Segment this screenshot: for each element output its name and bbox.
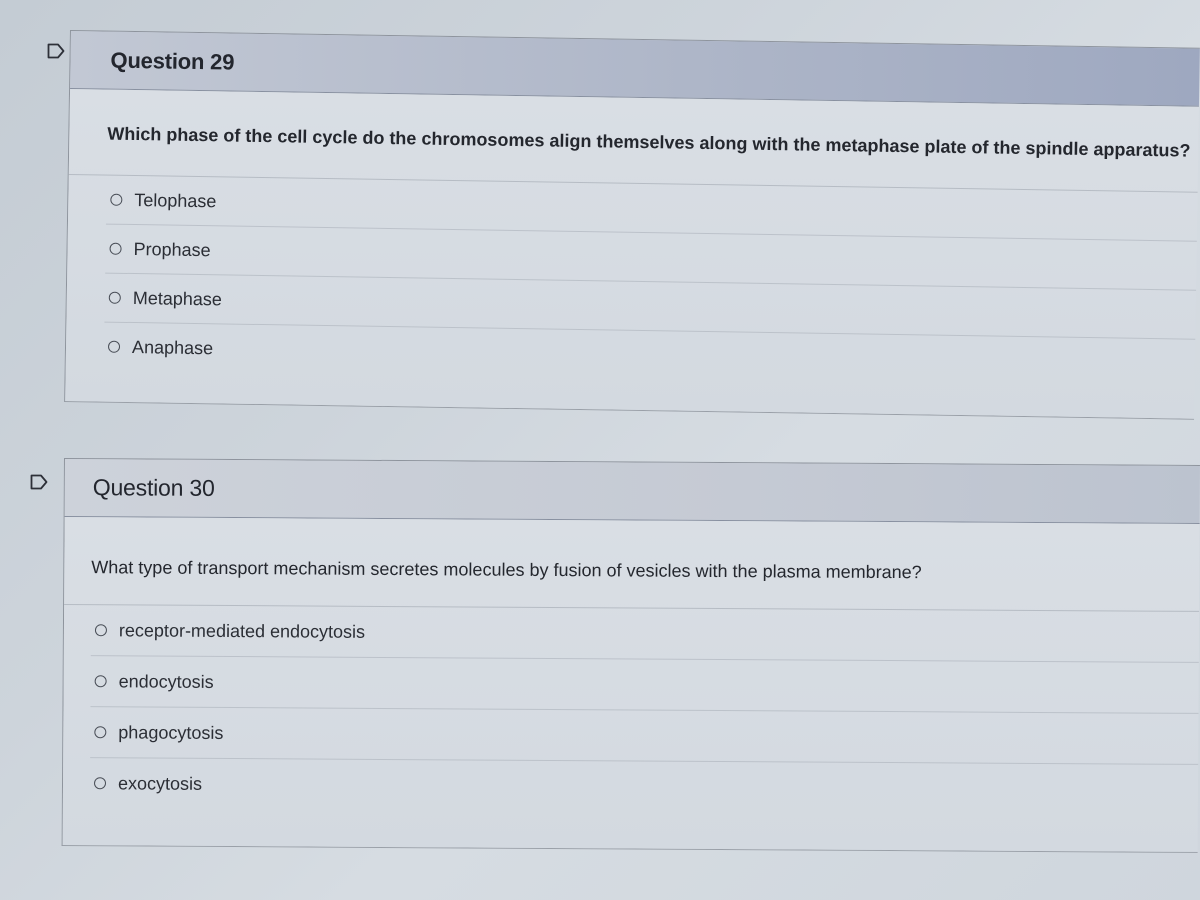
answer-options [63,604,1199,815]
radio-button[interactable] [109,292,121,304]
option-label: phagocytosis [118,721,224,743]
answer-option-phagocytosis[interactable] [90,707,1198,765]
answer-option-endocytosis[interactable] [90,656,1198,714]
radio-button[interactable] [108,341,120,353]
question-30 [62,458,1200,853]
answer-option-receptor-mediated-endocytosis[interactable] [91,605,1199,663]
option-label: Prophase [133,238,211,260]
radio-button[interactable] [94,726,106,738]
question-body [63,517,1200,852]
question-header [65,459,1200,524]
question-body [65,89,1199,419]
option-label: endocytosis [118,670,214,692]
radio-button[interactable] [94,777,106,789]
question-title: Question 30 [92,474,215,501]
answer-options [66,174,1198,388]
answer-option-exocytosis[interactable] [90,758,1198,815]
question-title: Question 29 [110,47,235,75]
question-text: Which phase of the cell cycle do the chromosomes align themselves along with the metaphase plate of the spindle apparatus? [107,123,1191,161]
option-label: Metaphase [132,287,223,309]
flag-icon[interactable] [47,43,65,59]
radio-button[interactable] [109,243,121,255]
radio-button[interactable] [110,194,122,206]
question-text: What type of transport mechanism secretes molecules by fusion of vesicles with the plasma membrane? [91,557,922,583]
option-label: exocytosis [117,772,203,794]
radio-button[interactable] [95,675,107,687]
radio-button[interactable] [95,624,107,636]
option-label: receptor-mediated endocytosis [118,619,366,642]
flag-icon[interactable] [30,474,48,490]
option-label: Anaphase [131,336,214,358]
question-29 [64,30,1200,420]
option-label: Telophase [134,189,217,211]
